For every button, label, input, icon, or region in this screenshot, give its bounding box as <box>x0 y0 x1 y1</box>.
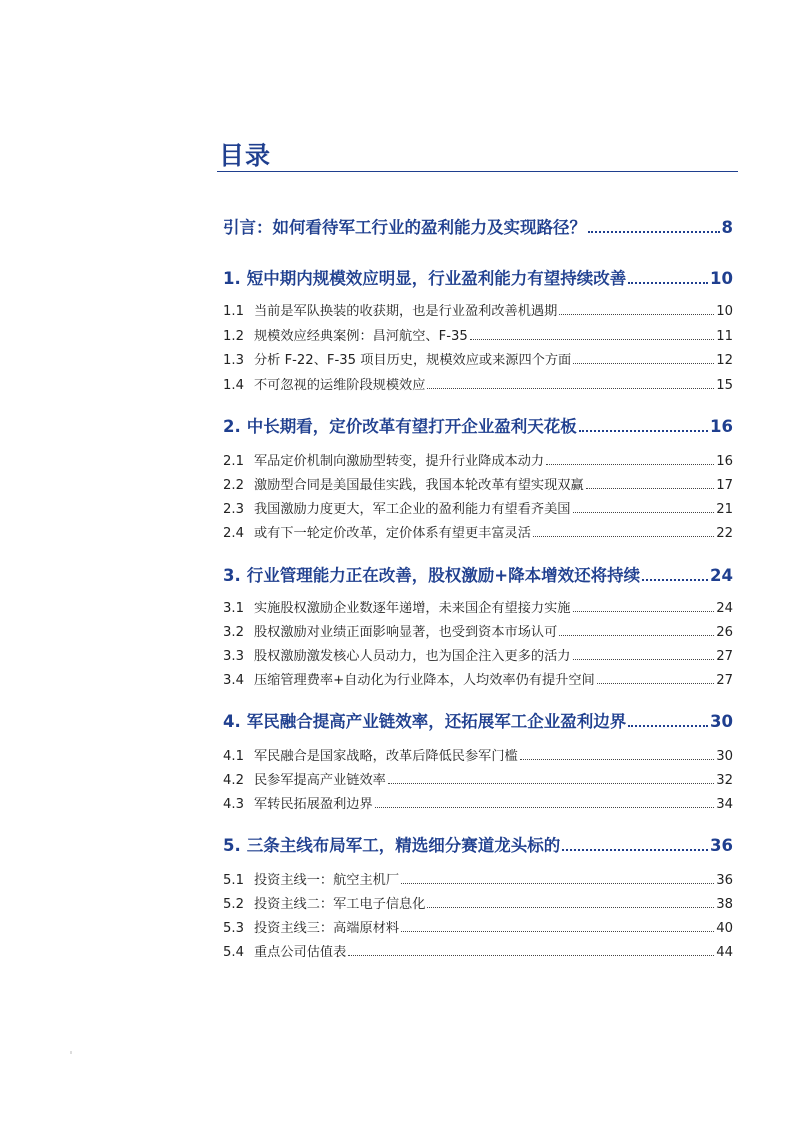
toc-entry-number: 3.2 <box>223 625 244 640</box>
dot-leader <box>588 231 720 233</box>
toc-entry-label: 股权激励激发核心人员动力，也为国企注入更多的活力 <box>254 649 571 664</box>
toc-entry-number: 1.2 <box>223 329 244 344</box>
toc-entry-title <box>223 645 571 664</box>
toc-entry-number: 2.3 <box>223 502 244 517</box>
toc-entry-label: 或有下一轮定价改革，定价体系有望更丰富灵活 <box>254 526 531 541</box>
toc-section-entry[interactable] <box>223 214 733 238</box>
toc-subsection-entry[interactable] <box>223 498 733 517</box>
toc-entry-label: 当前是军队换装的收获期，也是行业盈利改善机遇期 <box>254 304 558 319</box>
toc-section-entry[interactable] <box>223 265 733 289</box>
toc-entry-label: 股权激励对业绩正面影响显著，也受到资本市场认可 <box>254 625 558 640</box>
toc-section-entry[interactable] <box>223 562 733 586</box>
toc-entry-number: 4.2 <box>223 773 244 788</box>
toc-page-number: 27 <box>716 649 733 664</box>
dot-leader <box>573 611 715 612</box>
dot-leader <box>546 464 714 465</box>
page-title: 目录 <box>219 141 272 170</box>
toc-subsection-entry[interactable] <box>223 941 733 960</box>
toc-entry-label: 三条主线布局军工，精选细分赛道龙头标的 <box>246 836 561 855</box>
toc-page-number: 16 <box>716 454 733 469</box>
toc-entry-label: 民参军提高产业链效率 <box>254 773 386 788</box>
toc-entry-label: 投资主线三：高端原材料 <box>254 921 400 936</box>
dot-leader <box>470 339 714 340</box>
title-divider <box>217 171 738 172</box>
toc-entry-title <box>223 669 595 688</box>
toc-entry-number: 4.3 <box>223 797 244 812</box>
toc-entry-title <box>223 917 399 936</box>
toc-entry-label: 行业管理能力正在改善，股权激励+降本增效还将持续 <box>246 566 641 585</box>
toc-subsection-entry[interactable] <box>223 474 733 493</box>
toc-page-number: 44 <box>716 945 733 960</box>
toc-page-number: 10 <box>710 269 733 288</box>
toc-entry-label: 军民融合提高产业链效率，还拓展军工企业盈利边界 <box>246 712 627 731</box>
toc-subsection-entry[interactable] <box>223 869 733 888</box>
toc-entry-label: 不可忽视的运维阶段规模效应 <box>254 378 426 393</box>
toc-entry-number: 1.3 <box>223 353 244 368</box>
toc-entry-title <box>223 522 531 541</box>
toc-entry-number: 3.1 <box>223 601 244 616</box>
toc-entry-number: 1.1 <box>223 304 244 319</box>
toc-entry-title <box>223 893 425 912</box>
toc-subsection-entry[interactable] <box>223 669 733 688</box>
toc-entry-title <box>223 349 571 368</box>
toc-entry-title <box>223 413 577 437</box>
toc-subsection-entry[interactable] <box>223 769 733 788</box>
toc-entry-title <box>223 869 399 888</box>
toc-entry-number: 5. <box>223 836 241 855</box>
toc-entry-title <box>223 325 468 344</box>
toc-page-number: 24 <box>710 566 733 585</box>
toc-entry-number: 5.2 <box>223 897 244 912</box>
toc-entry-number: 4. <box>223 712 241 731</box>
toc-subsection-entry[interactable] <box>223 450 733 469</box>
toc-page-number: 16 <box>710 417 733 436</box>
toc-subsection-entry[interactable] <box>223 745 733 764</box>
toc-subsection-entry[interactable] <box>223 522 733 541</box>
toc-page-number: 27 <box>716 673 733 688</box>
toc-section-entry[interactable] <box>223 413 733 437</box>
toc-page-number: 15 <box>716 378 733 393</box>
toc-entry-title <box>223 769 386 788</box>
toc-entry-label: 引言：如何看待军工行业的盈利能力及实现路径？ <box>223 218 586 237</box>
page-mark <box>70 1051 72 1054</box>
toc-subsection-entry[interactable] <box>223 621 733 640</box>
toc-page-number: 36 <box>716 873 733 888</box>
toc-entry-title <box>223 450 544 469</box>
toc-entry-title <box>223 562 640 586</box>
toc-entry-title <box>223 745 518 764</box>
toc-subsection-entry[interactable] <box>223 325 733 344</box>
dot-leader <box>559 314 714 315</box>
toc-entry-number: 2.2 <box>223 478 244 493</box>
toc-entry-number: 2. <box>223 417 241 436</box>
toc-entry-title <box>223 941 346 960</box>
toc-page-number: 12 <box>716 353 733 368</box>
toc-entry-number: 4.1 <box>223 749 244 764</box>
toc-page-number: 30 <box>710 712 733 731</box>
toc-page-number: 36 <box>710 836 733 855</box>
toc-entry-title <box>223 708 626 732</box>
toc-section-entry[interactable] <box>223 708 733 732</box>
toc-entry-number: 5.4 <box>223 945 244 960</box>
toc-page-number: 17 <box>716 478 733 493</box>
toc-page-number: 8 <box>721 218 733 237</box>
toc-entry-number: 1.4 <box>223 378 244 393</box>
toc-subsection-entry[interactable] <box>223 645 733 664</box>
toc-entry-title <box>223 621 557 640</box>
toc-entry-label: 军民融合是国家战略，改革后降低民参军门槛 <box>254 749 518 764</box>
toc-page-number: 38 <box>716 897 733 912</box>
toc-entry-number: 3.4 <box>223 673 244 688</box>
toc-subsection-entry[interactable] <box>223 597 733 616</box>
toc-entry-number: 2.4 <box>223 526 244 541</box>
toc-entry-label: 投资主线二：军工电子信息化 <box>254 897 426 912</box>
toc-entry-label: 军品定价机制向激励型转变，提升行业降成本动力 <box>254 454 545 469</box>
toc-entry-number: 3. <box>223 566 241 585</box>
toc-page-number: 11 <box>716 329 733 344</box>
toc-page-number: 32 <box>716 773 733 788</box>
toc-entry-title <box>223 832 560 856</box>
toc-entry-number: 3.3 <box>223 649 244 664</box>
dot-leader <box>401 931 714 932</box>
dot-leader <box>401 883 714 884</box>
toc-entry-title <box>223 474 584 493</box>
dot-leader <box>642 579 708 581</box>
dot-leader <box>628 725 708 727</box>
dot-leader <box>533 536 714 537</box>
dot-leader <box>559 635 714 636</box>
toc-entry-number: 2.1 <box>223 454 244 469</box>
dot-leader <box>348 955 714 956</box>
toc-subsection-entry[interactable] <box>223 917 733 936</box>
toc-page-number: 30 <box>716 749 733 764</box>
toc-subsection-entry[interactable] <box>223 374 733 393</box>
toc-entry-title <box>223 265 626 289</box>
toc-section-entry[interactable] <box>223 832 733 856</box>
toc-entry-label: 规模效应经典案例：昌河航空、F-35 <box>254 329 468 344</box>
toc-entry-title <box>223 498 571 517</box>
toc-entry-label: 分析 F-22、F-35 项目历史，规模效应或来源四个方面 <box>254 353 572 368</box>
dot-leader <box>579 430 708 432</box>
dot-leader <box>427 907 714 908</box>
toc-subsection-entry[interactable] <box>223 793 733 812</box>
toc-subsection-entry[interactable] <box>223 349 733 368</box>
toc-entry-label: 压缩管理费率+自动化为行业降本，人均效率仍有提升空间 <box>254 673 595 688</box>
dot-leader <box>628 282 708 284</box>
dot-leader <box>573 659 715 660</box>
toc-page-number: 10 <box>716 304 733 319</box>
toc-entry-label: 重点公司估值表 <box>254 945 347 960</box>
dot-leader <box>388 783 714 784</box>
toc-entry-number: 5.3 <box>223 921 244 936</box>
toc-page-number: 22 <box>716 526 733 541</box>
dot-leader <box>427 388 714 389</box>
toc-page-number: 21 <box>716 502 733 517</box>
dot-leader <box>562 849 708 851</box>
toc-page-number: 40 <box>716 921 733 936</box>
toc-entry-title <box>223 214 586 238</box>
dot-leader <box>597 683 714 684</box>
toc-page-number: 24 <box>716 601 733 616</box>
toc-entry-label: 我国激励力度更大，军工企业的盈利能力有望看齐美国 <box>254 502 571 517</box>
toc-entry-title <box>223 793 373 812</box>
toc-entry-label: 激励型合同是美国最佳实践，我国本轮改革有望实现双赢 <box>254 478 584 493</box>
toc-page-number: 34 <box>716 797 733 812</box>
toc-entry-number: 5.1 <box>223 873 244 888</box>
dot-leader <box>520 759 714 760</box>
toc-entry-number: 1. <box>223 269 241 288</box>
toc-entry-title <box>223 597 571 616</box>
dot-leader <box>573 363 714 364</box>
toc-entry-title <box>223 300 557 319</box>
toc-entry-title <box>223 374 425 393</box>
toc-entry-label: 实施股权激励企业数逐年递增，未来国企有望接力实施 <box>254 601 571 616</box>
toc-subsection-entry[interactable] <box>223 893 733 912</box>
dot-leader <box>586 488 715 489</box>
dot-leader <box>375 807 715 808</box>
toc-page-number: 26 <box>716 625 733 640</box>
toc-entry-label: 中长期看，定价改革有望打开企业盈利天花板 <box>246 417 577 436</box>
toc-entry-label: 短中期内规模效应明显，行业盈利能力有望持续改善 <box>246 269 627 288</box>
toc-subsection-entry[interactable] <box>223 300 733 319</box>
toc-entry-label: 投资主线一：航空主机厂 <box>254 873 400 888</box>
toc-entry-label: 军转民拓展盈利边界 <box>254 797 373 812</box>
dot-leader <box>573 512 715 513</box>
